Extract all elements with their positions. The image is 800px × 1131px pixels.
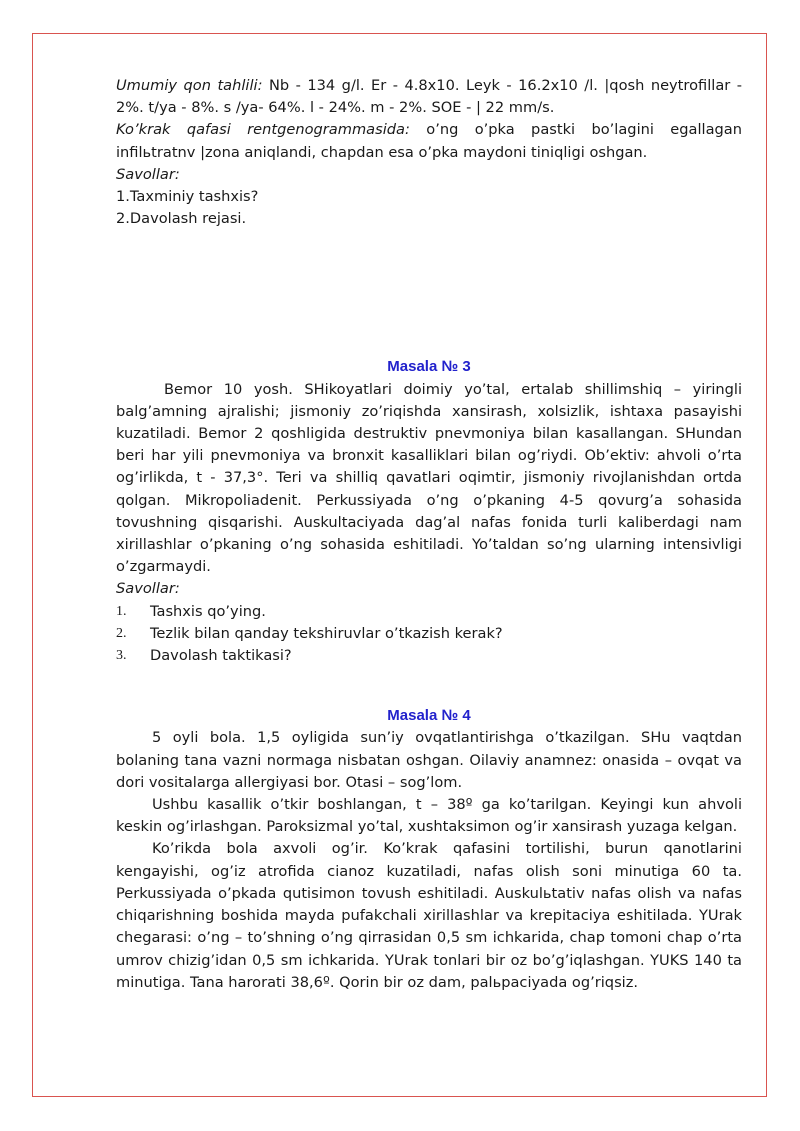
case3-question-1 [116,601,742,623]
case2-questions-label: Savollar: [116,165,180,183]
case2-question-2: 2.Davolash rejasi. [116,210,247,228]
case4-title: Masala № 4 [387,707,471,725]
xray-paragraph [116,119,742,163]
xray-label: Ko’krak qafasi rentgenogrammasida: [116,121,410,139]
case4-paragraph-3: Ko’rikda bola axvoli og’ir. Ko’krak qafasini tortilishi, burun qanotlarini kengayishi, og’iz atrofida cianoz kuzatiladi, nafas olish soni minutiga 60 ta. Perkussiyada o’pkada qutisimon tovush eshitiladi. Auskulьtativ nafas olish va nafas chiqarishning boshida mayda pufakchali xirillashlar va krepitaciya eshitilada. YUrak chegarasi: o’ng – to’shning o’ng qirrasidan 0,5 sm ichkarida, chap tomoni chap o’rta umrov chizig’idan 0,5 sm ichkarida. YUrak tonlari bir oz bo’g’iqlashgan. YUKS 140 ta minutiga. Tana harorati 38,6º. Qorin bir oz dam, palьpaciyada og’riqsiz. [116,840,742,991]
case3-title: Masala № 3 [387,358,471,376]
blood-test-paragraph [116,75,742,119]
question-text: Davolash taktikasi? [150,647,292,665]
blood-test-text: Nb - 134 g/l. Er - 4.8x10. Leyk - 16.2x10 /l. |qosh neytrofillar - 2%. t/ya - 8%. s /ya- 64%. l - 24%. m - 2%. SOE - | 22 mm/s. [116,77,742,117]
question-number: 1. [116,603,127,619]
question-text: Tezlik bilan qanday tekshiruvlar o’tkazish kerak? [150,624,503,642]
case4-paragraph-1: 5 oyli bola. 1,5 oyligida sun’iy ovqatlantirishga o’tkazilgan. SHu vaqtdan bolaning tana vazni normaga nisbatan oshgan. Oilaviy anamnez: onasida – ovqat va dori vositalarga allergiyasi bor. Otasi – sog’lom. [116,729,742,791]
case3-question-3 [116,645,742,667]
document-body [116,75,742,994]
case4-paragraph-2: Ushbu kasallik o’tkir boshlangan, t – 38º ga ko’tarilgan. Keyingi kun ahvoli keskin og’irlashgan. Paroksizmal yo’tal, xushtaksimon og’ir xansirash yuzaga kelgan. [116,796,742,836]
question-number: 2. [116,625,127,641]
question-text: Tashxis qo’ying. [150,602,266,620]
case3-body: Bemor 10 yosh. SHikoyatlari doimiy yo’tal, ertalab shillimshiq – yiringli balg’amning ajralishi; jismoniy zo’riqishda xansirash, xolsizlik, ishtaxa pasayishi kuzatiladi. Bemor 2 qoshligida destruktiv pnevmoniya bilan kasallangan. SHundan beri har yili pnevmoniya va bronxit kasalliklari bilan og’riydi. Ob’ektiv: ahvoli o’rta og’irlikda, t - 37,3°. Teri va shilliq qavatlari oqimtir, jismoniy rivojlanishdan ortda qolgan. Mikropoliadenit. Perkussiyada o’ng o’pkaning 4-5 qovurg’a sohasida tovushning qisqarishi. Auskultaciyada dag’al nafas fonida turli kaliberdagi nam xirillashlar o’pkaning o’ng sohasida eshitiladi. Yo’taldan so’ng ularning intensivligi o’zgarmaydi. [116,380,742,576]
question-number: 3. [116,648,127,664]
case2-question-1: 1.Taxminiy tashxis? [116,188,259,206]
case3-questions-label: Savollar: [116,580,180,598]
blood-test-label: Umumiy qon tahlili: [116,77,263,94]
case3-question-2 [116,623,742,645]
xray-text: o’ng o’pka pastki bo’lagini egallagan infilьtratnv |zona aniqlandi, chapdan esa o’pka maydoni tiniqligi oshgan. [116,121,742,161]
